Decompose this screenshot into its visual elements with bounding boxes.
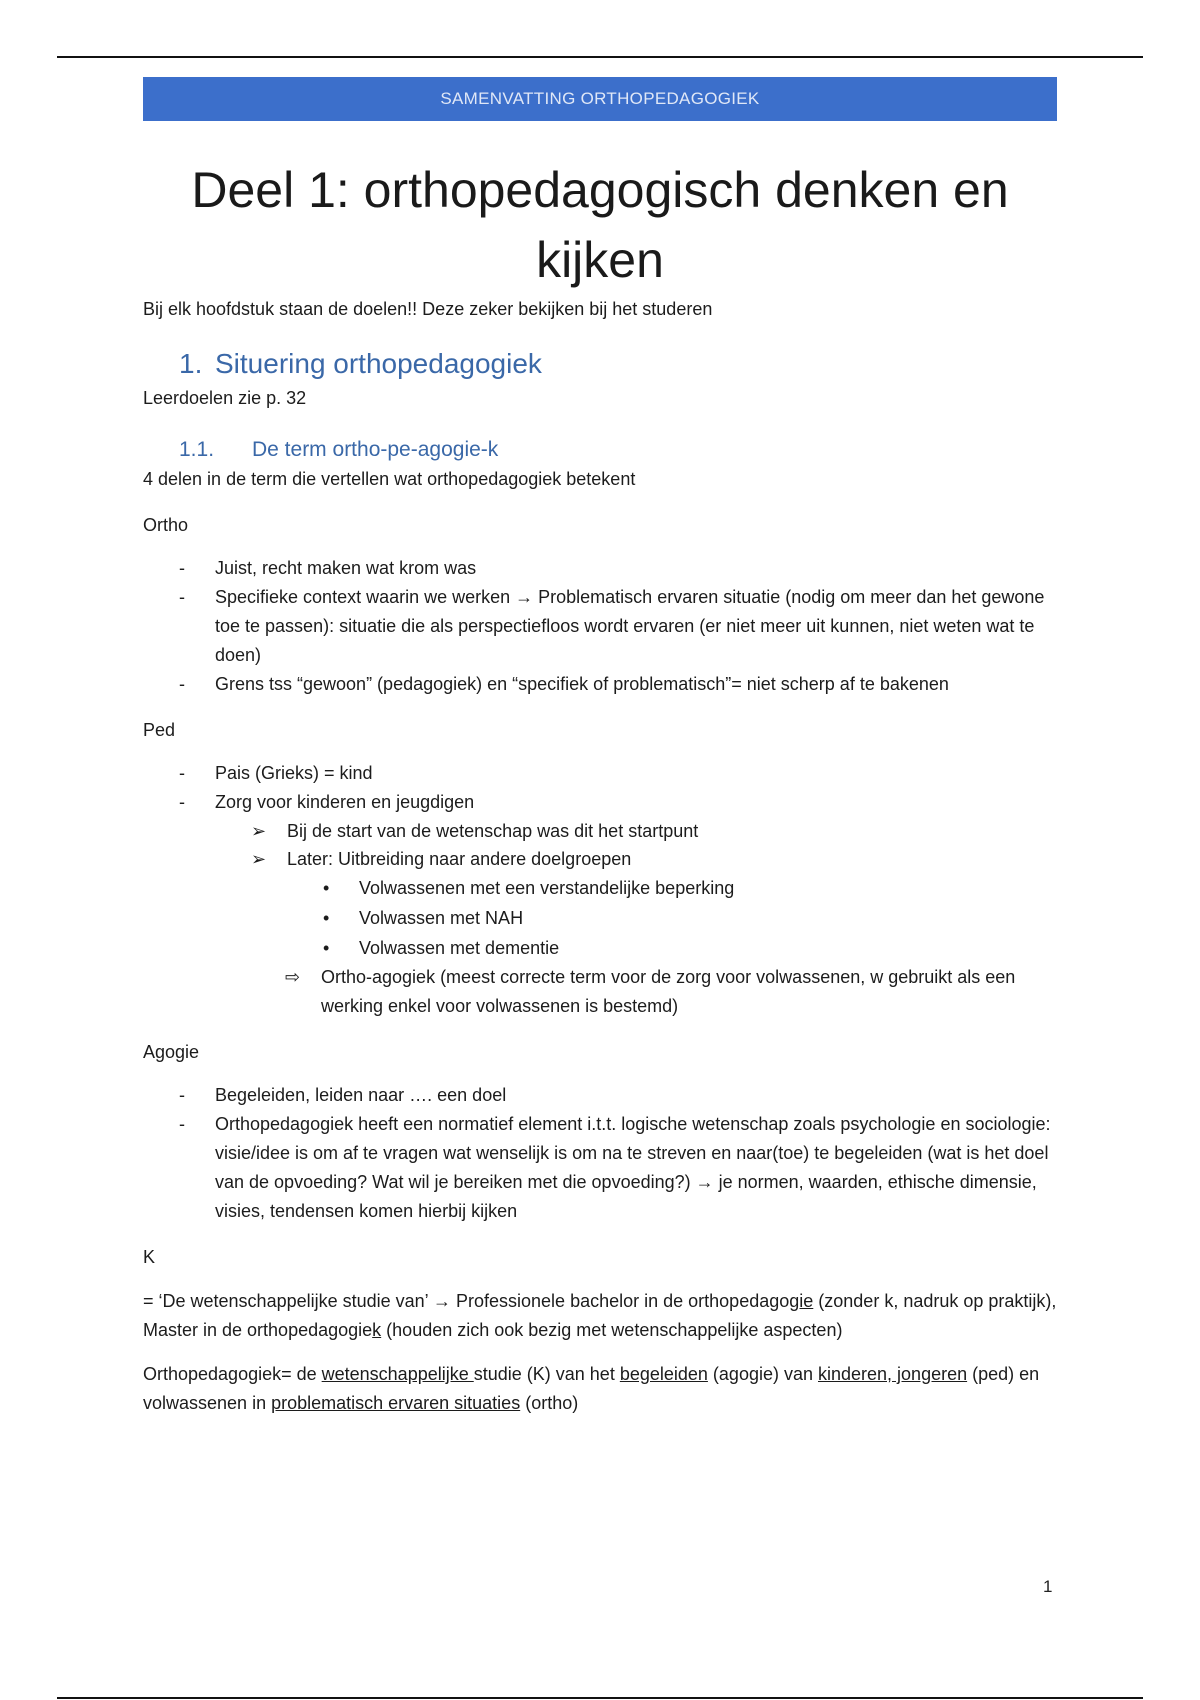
text-run: studie (K) van het <box>473 1364 620 1384</box>
list-item: - Pais (Grieks) = kind <box>179 763 373 783</box>
section-heading-1 <box>143 344 1057 384</box>
list-item-text: Grens tss “gewoon” (pedagogiek) en “specifiek of problematisch”= niet scherp af te bakenen <box>215 674 949 694</box>
agogie-list <box>143 1081 1057 1226</box>
list-item <box>143 873 1057 903</box>
list-item: - Juist, recht maken wat krom was <box>179 558 477 578</box>
subsection-intro: 4 delen in de term die vertellen wat orthopedagogiek betekent <box>143 469 636 489</box>
agogie-label: Agogie <box>143 1042 200 1062</box>
underlined-text: gie <box>789 1291 814 1311</box>
section-heading-1-1 <box>143 435 1057 465</box>
bullet-icon: • <box>323 908 330 928</box>
ortho-list <box>143 554 1057 699</box>
list-item-text: Volwassen met dementie <box>359 938 560 958</box>
text-run: (agogie) van <box>707 1364 818 1384</box>
bottom-rule <box>57 1697 1143 1699</box>
list-item <box>143 933 1057 963</box>
list-item: - Grens tss “gewoon” (pedagogiek) en “specifiek of problematisch”= niet scherp af te bakenen <box>179 674 949 694</box>
list-item <box>143 845 1057 873</box>
k-paragraph <box>143 1287 1057 1345</box>
list-item-text: Volwassenen met een verstandelijke beperking <box>359 878 735 898</box>
list-item <box>143 903 1057 933</box>
header-banner: SAMENVATTING ORTHOPEDAGOGIEK <box>143 77 1057 121</box>
outline-arrow-icon: ⇨ <box>285 967 301 987</box>
list-item-text: Pais (Grieks) = kind <box>215 763 373 783</box>
text-run: (zonder k, nadruk op praktijk), Master in de orthopedagogie <box>143 1291 1057 1340</box>
page-title: Deel 1: orthopedagogisch denken en kijken <box>191 162 1009 288</box>
list-item <box>143 963 1057 1021</box>
underlined-text: wetenschappelijke <box>321 1364 474 1384</box>
arrow-bullet-icon: ➢ <box>251 849 267 869</box>
ped-conclusion <box>143 963 1057 1021</box>
list-item-text: Orthopedagogiek heeft een normatief element i.t.t. logische wetenschap zoals psychologie en sociologie: visie/idee is om af te vragen wat wenselijk is om na te streven en naar(toe) te begeleiden (wat is het doel van de opvoeding? Wat wil je bereiken met die opvoeding?) → je normen, waarden, ethische dimensie, visies, tendensen komen hierbij kijken <box>215 1114 1051 1221</box>
ortho-label: Ortho <box>143 515 189 535</box>
subsection-number: 1.1. <box>179 438 215 461</box>
list-item-text: Specifieke context waarin we werken → Problematisch ervaren situatie (nodig om meer dan het gewone toe te passen): situatie die als perspectiefloos wordt ervaren (er niet meer uit kunnen, niet weten wat te doen) <box>215 587 1045 665</box>
list-item-text: Volwassen met NAH <box>359 908 524 928</box>
list-item <box>143 817 1057 845</box>
underlined-text: problematisch ervaren situaties <box>271 1393 521 1413</box>
list-item-text: Juist, recht maken wat krom was <box>215 558 477 578</box>
learning-goals-note: Leerdoelen zie p. 32 <box>143 388 307 408</box>
page-number: 1 <box>1043 1577 1053 1596</box>
text-run: = ‘De wetenschappelijke studie van’ → Professionele bachelor in de orthopedago <box>143 1291 790 1311</box>
ped-sublist <box>143 817 1057 873</box>
list-item: - Zorg voor kinderen en jeugdigen <box>179 792 475 812</box>
arrow-bullet-icon: ➢ <box>251 821 267 841</box>
list-item-text: Begeleiden, leiden naar …. een doel <box>215 1085 507 1105</box>
list-item: - Specifieke context waarin we werken → Problematisch ervaren situatie (nodig om meer dan het gewone toe te passen): situatie die als perspectiefloos wordt ervaren (er niet meer uit kunnen, niet weten wat te doen) <box>179 587 1045 665</box>
bullet-icon: • <box>323 878 330 898</box>
section-title: Situering orthopedagogiek <box>215 348 542 379</box>
list-item-text: Ortho-agogiek (meest correcte term voor de zorg voor volwassenen, w gebruikt als een werking enkel voor volwassenen is bestemd) <box>321 967 1016 1016</box>
list-item-text: Bij de start van de wetenschap was dit het startpunt <box>287 821 699 841</box>
document-page <box>143 77 1057 1418</box>
definition-paragraph <box>143 1360 1057 1418</box>
underlined-text: kinderen, jongeren <box>818 1364 968 1384</box>
text-run: Orthopedagogiek= de <box>143 1364 322 1384</box>
list-item-text: Zorg voor kinderen en jeugdigen <box>215 792 475 812</box>
underlined-text: k <box>372 1320 382 1340</box>
subsection-title: De term ortho-pe-agogie-k <box>252 438 499 461</box>
ped-label: Ped <box>143 720 176 740</box>
k-label: K <box>143 1247 156 1267</box>
list-item: - Begeleiden, leiden naar …. een doel <box>179 1085 507 1105</box>
top-rule <box>57 56 1143 58</box>
text-run: (houden zich ook bezig met wetenschappelijke aspecten) <box>381 1320 843 1340</box>
list-item-text: Later: Uitbreiding naar andere doelgroepen <box>287 849 632 869</box>
bullet-icon: • <box>323 938 330 958</box>
list-item: - Orthopedagogiek heeft een normatief element i.t.t. logische wetenschap zoals psychologie en sociologie: visie/idee is om af te vragen wat wenselijk is om na te streven en naar(toe) te begeleiden (wat is het doel van de opvoeding? Wat wil je bereiken met die opvoeding?) → je normen, waarden, ethische dimensie, visies, tendensen komen hierbij kijken <box>179 1114 1051 1221</box>
text-run: (ortho) <box>520 1393 579 1413</box>
text-run: (ped) en volwassenen in <box>143 1364 1040 1413</box>
intro-text: Bij elk hoofdstuk staan de doelen!! Deze zeker bekijken bij het studeren <box>143 299 713 319</box>
ped-list <box>143 759 1057 817</box>
ped-target-groups <box>143 873 1057 963</box>
section-number: 1. <box>179 348 203 379</box>
underlined-text: begeleiden <box>619 1364 708 1384</box>
